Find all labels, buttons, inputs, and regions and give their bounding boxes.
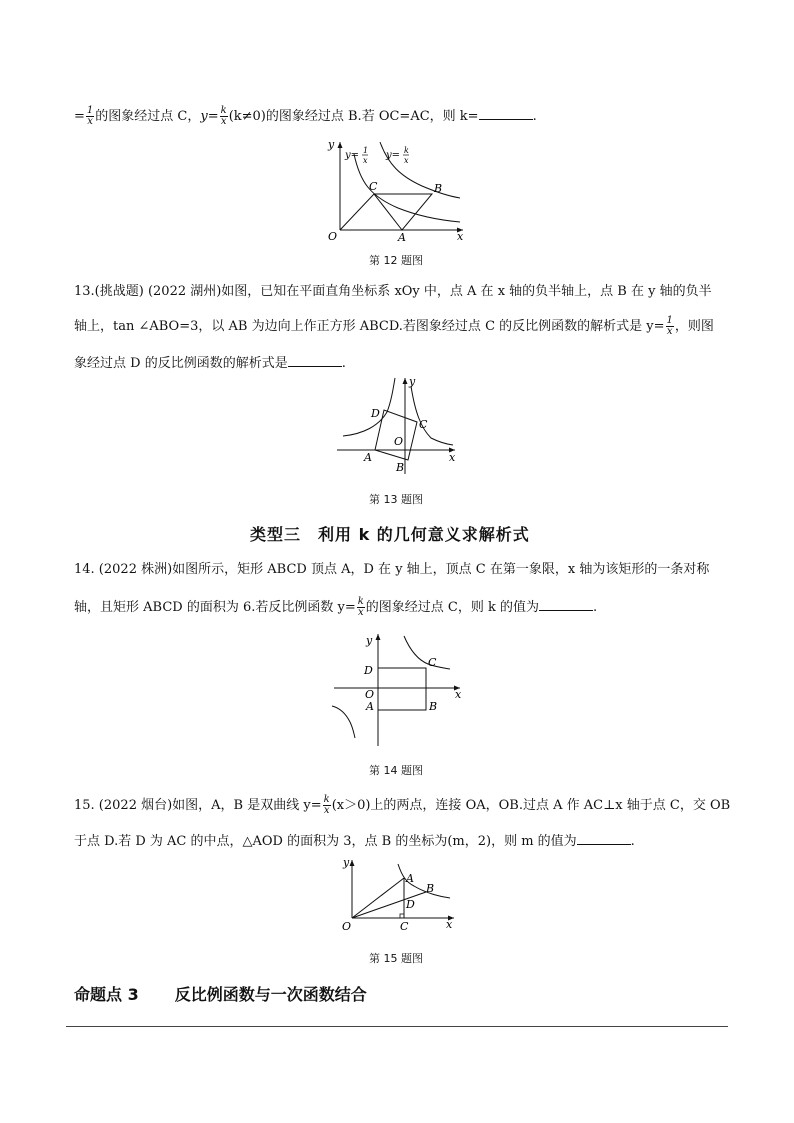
q13-line3: 象经过点 D 的反比例函数的解析式是 . [74,356,346,371]
answer-blank [479,107,533,120]
x-axis-label: x [455,688,462,701]
q14-line2: 轴，且矩形 ABCD 的面积为 6.若反比例函数 y= $\frac{k}{x}$ 的图象经过点 C，则 k 的值为 . [74,596,598,618]
point-label-o: O [328,230,338,243]
svg-text:1: 1 [363,146,369,155]
q14-figure [330,630,465,748]
point-label-a: A [366,700,374,713]
q15-caption: 第 15 题图 [369,952,423,965]
y-axis-label: y [343,856,350,869]
answer-blank [288,354,342,367]
point-label-a: A [364,451,372,464]
point-label-b: B [434,182,443,195]
svg-text:x: x [363,156,368,165]
x-axis-label: x [449,451,456,464]
q13-caption: 第 13 题图 [369,493,423,506]
point-label-b: B [396,461,405,474]
q12-caption: 第 12 题图 [369,254,423,267]
q15-figure [340,856,460,938]
answer-blank [577,832,631,845]
answer-blank [539,598,593,611]
point-label-a: A [406,872,414,885]
point-label-c: C [419,418,428,431]
fraction: $\frac{k}{x}$ [220,105,227,127]
q13-figure [335,372,460,477]
point-label-b: B [426,882,435,895]
q12-figure [318,134,468,244]
point-label-c: C [428,656,437,669]
q13-line1: 13.(挑战题) (2022 湖州)如图，已知在平面直角坐标系 xOy 中，点 A 在 x 轴的负半轴上，点 B 在 y 轴的负半 [74,284,712,299]
fraction: $\frac{1}{x}$ [86,105,94,127]
point-label-d: D [364,664,373,677]
svg-text:k: k [404,146,409,155]
y-axis-label: y [409,375,416,388]
topic-title: 反比例函数与一次函数结合 [174,985,367,1004]
curve-label-2: y= [386,150,401,161]
point-label-o: O [365,688,375,701]
section-title: 类型三 利用 k 的几何意义求解析式 [250,525,530,544]
q14-line1: 14. (2022 株洲)如图所示，矩形 ABCD 顶点 A，D 在 y 轴上，顶点 C 在第一象限，x 轴为该矩形的一条对称 [74,562,710,577]
divider [66,1026,728,1027]
topic-heading [74,982,367,1005]
svg-text:x: x [404,156,409,165]
topic-label: 命题点 3 [74,985,139,1004]
x-axis-label: x [457,230,464,243]
q15-line1: 15. (2022 烟台)如图，A，B 是双曲线 y= $\frac{k}{x}$ (x＞0)上的两点，连接 OA，OB.过点 A 作 AC⊥x 轴于点 C，交 OB [74,794,731,816]
q15-line2: 于点 D.若 D 为 AC 的中点，△AOD 的面积为 3，点 B 的坐标为(m，2)，则 m 的值为 . [74,834,635,849]
y-axis-label: y [328,138,335,151]
point-label-c: C [369,180,378,193]
point-label-b: B [429,700,438,713]
fraction: $\frac{k}{x}$ [357,596,364,618]
curve-label-1: y= [345,150,360,161]
q14-caption: 第 14 题图 [369,764,423,777]
x-axis-label: x [446,918,453,931]
point-label-o: O [342,920,352,933]
point-label-d: D [371,407,380,420]
point-label-a: A [398,231,406,244]
q12-statement: = $\frac{1}{x}$ 的图象经过点 C，y= $\frac{k}{x}$ (k≠0)的图象经过点 B.若 OC=AC，则 k= . [74,105,537,127]
fraction: $\frac{1}{x}$ [666,315,673,337]
point-label-o: O [394,435,404,448]
fraction: $\frac{k}{x}$ [323,794,330,816]
point-label-d: D [406,898,415,911]
point-label-c: C [400,920,409,933]
q13-line2: 轴上，tan ∠ABO=3，以 AB 为边向上作正方形 ABCD.若图象经过点 C 的反比例函数的解析式是 y= $\frac{1}{x}$ ，则图 [74,315,714,337]
y-axis-label: y [366,634,373,647]
